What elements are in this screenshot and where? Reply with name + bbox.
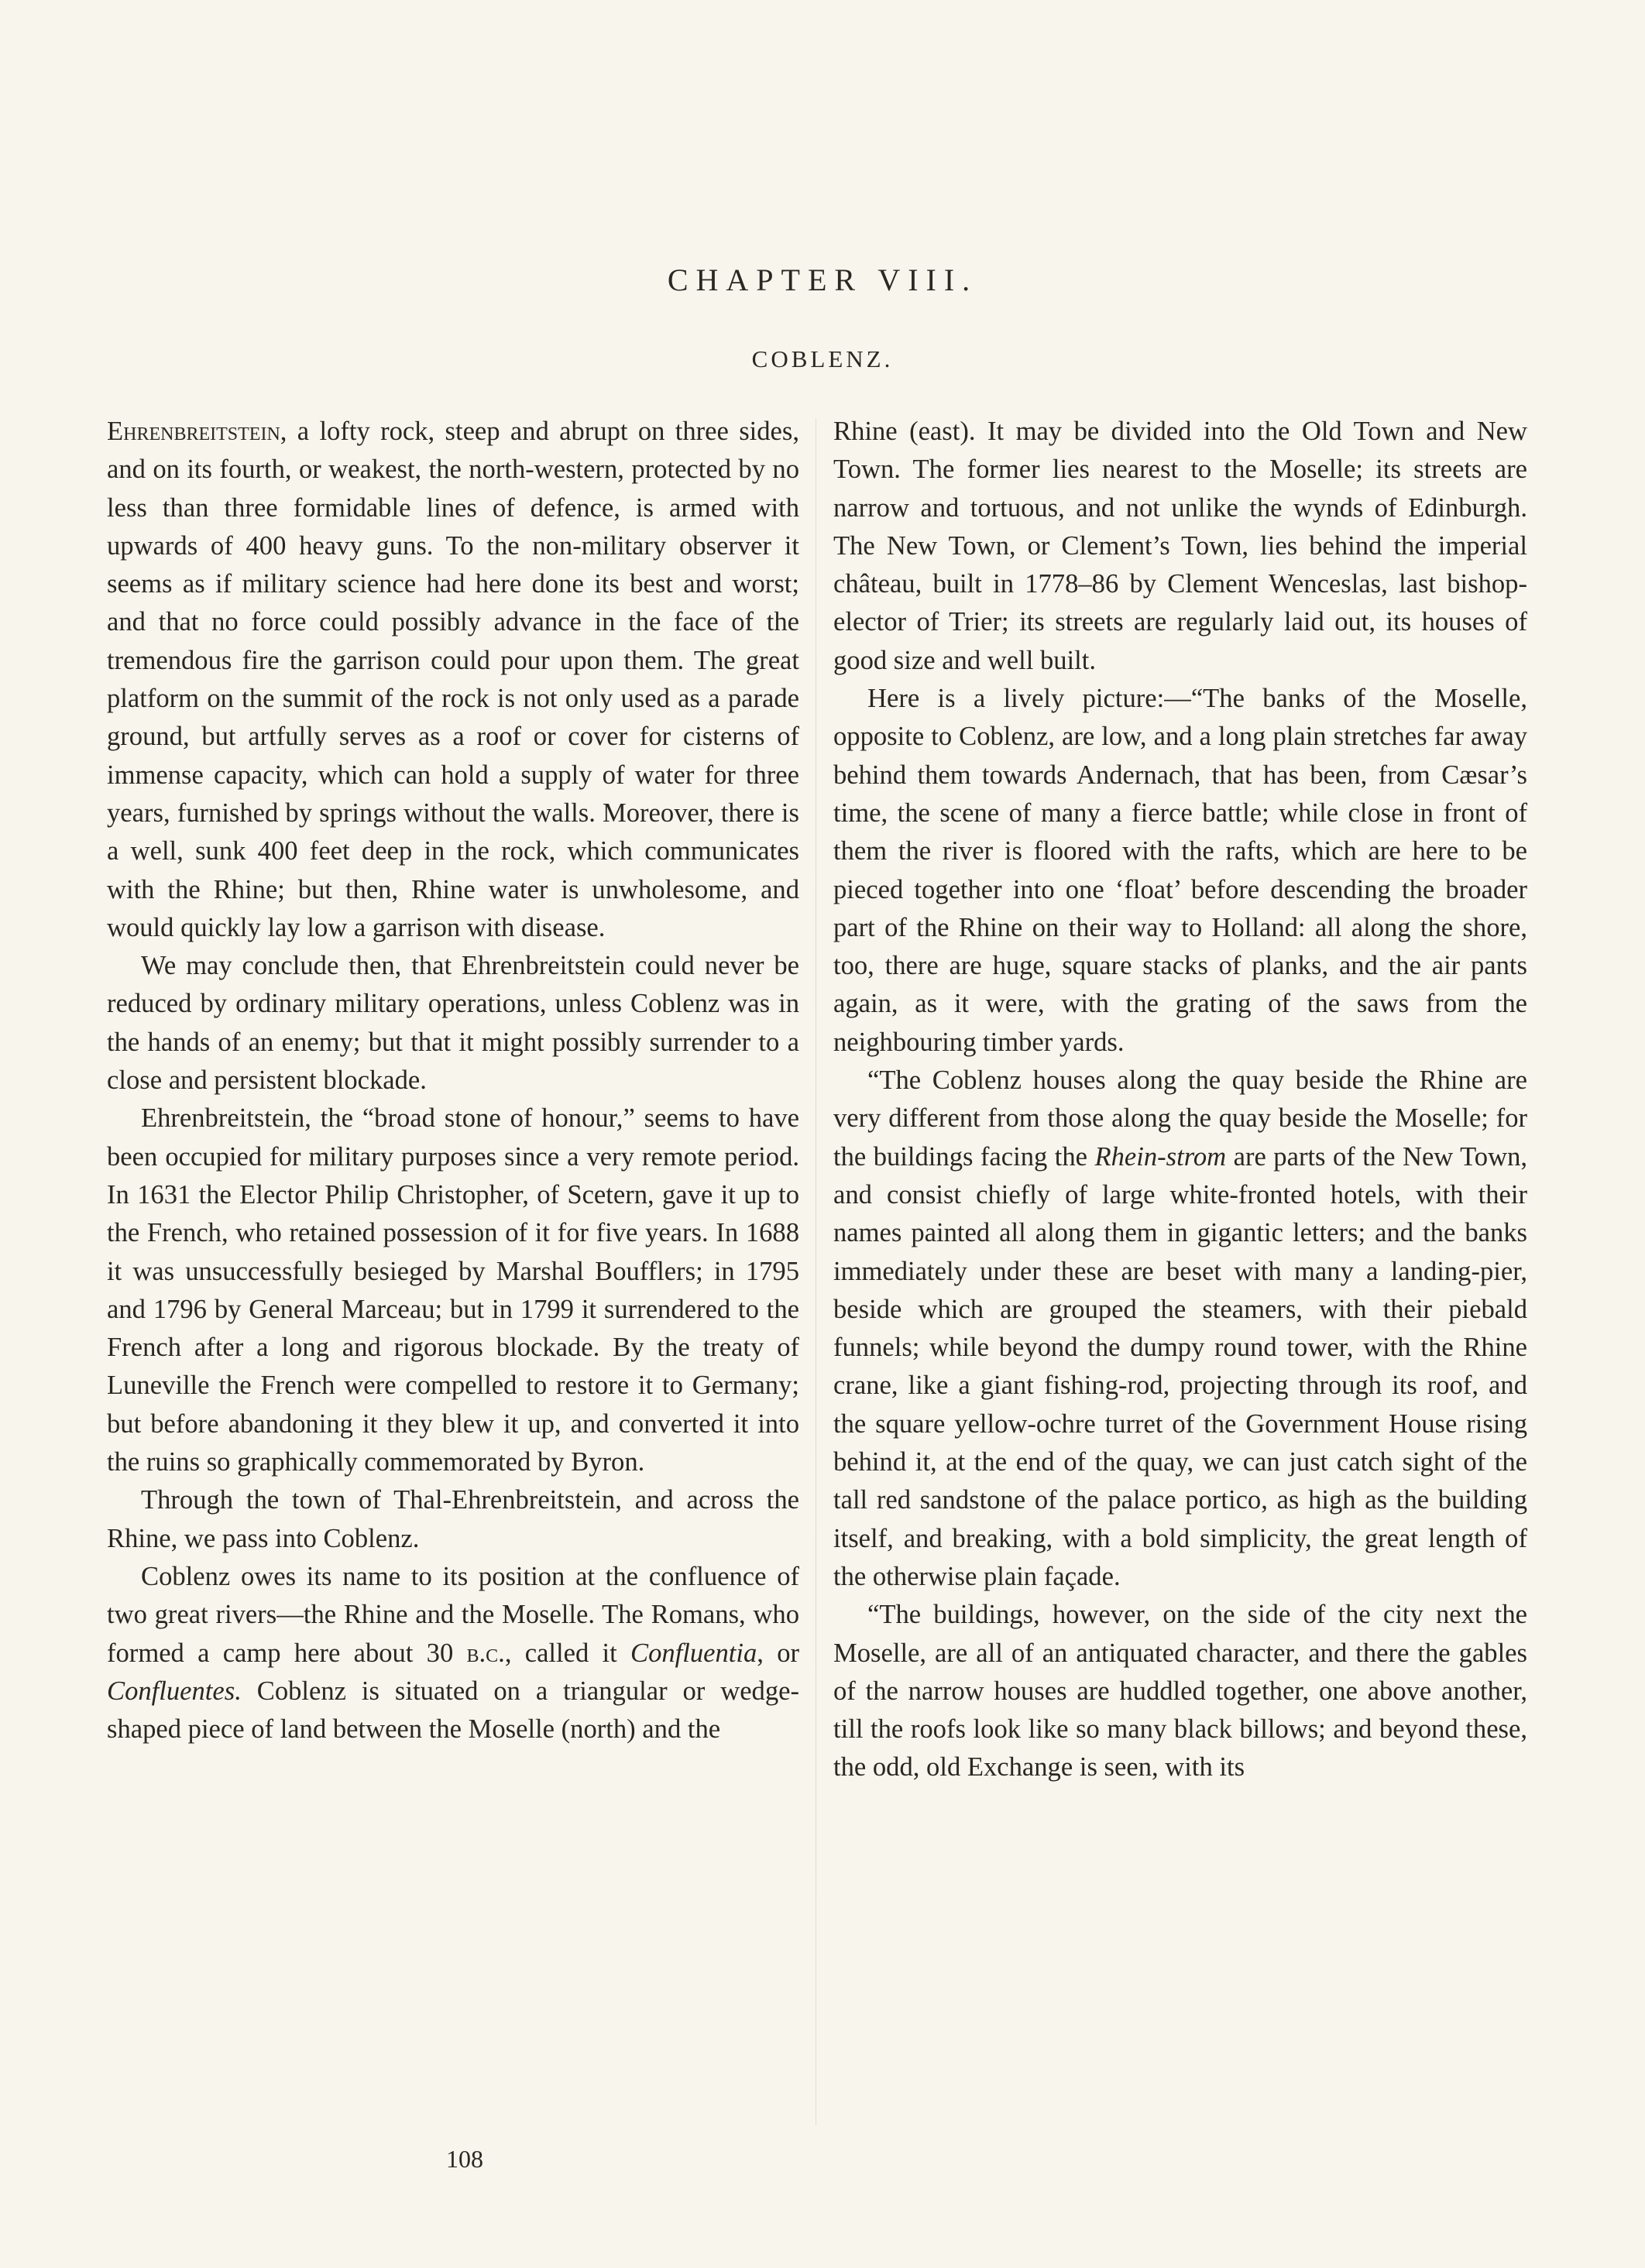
- paragraph: [833, 1062, 1527, 1596]
- italic-term: Confluentes.: [107, 1676, 242, 1706]
- chapter-heading: CHAPTER VIII.: [667, 262, 978, 297]
- paragraph: Here is a lively picture:—“The banks of the Moselle, opposite to Coblenz, are low, and a long plain stretches far away behind them towards Andernach, that has been, from Cæsar’s time, the scene of many a fierce battle; while close in front of them the river is floored with the rafts, which are here to be pieced together into one ‘float’ before descending the broader part of the Rhine on their way to Holland: all along the shore, too, there are huge, square stacks of planks, and the air pants again, as it were, with the grating of the saws from the neighbouring timber yards.: [833, 684, 1527, 1057]
- paragraph-text: “The Coblenz houses along the quay beside the Rhine are very different from those along the quay beside the Moselle; for the buildings facing the: [833, 1065, 1527, 1172]
- paragraph-text: Coblenz owes its name to its position at the confluence of two great rivers—the Rhine and the Moselle. The Romans, who formed a camp here about 30: [107, 1561, 799, 1668]
- paragraph-text: , a lofty rock, steep and abrupt on three sides, and on its fourth, or weakest, the north-western, protected by no less than three formidable lines of defence, is armed with upwards of 400 heavy guns. To the non-military observer it seems as if military science had here done its best and worst; and that no force could possibly advance in the face of the tremendous fire the garrison could pour upon them. The great platform on the summit of the rock is not only used as a parade ground, but artfully serves as a roof or cover for cisterns of immense capacity, which can hold a supply of water for three years, furnished by springs without the walls. Moreover, there is a well, sunk 400 feet deep in the rock, which communicates with the Rhine; but then, Rhine water is unwholesome, and would quickly lay low a garrison with disease.: [107, 417, 799, 942]
- paragraph-text: , or: [757, 1638, 799, 1668]
- paragraph: [107, 413, 799, 947]
- abbreviation: b.c.: [466, 1638, 505, 1668]
- italic-term: Confluentia: [630, 1638, 757, 1668]
- lead-word: Ehrenbreitstein: [107, 417, 280, 446]
- page-number: 108: [446, 2145, 483, 2173]
- paragraph: “The buildings, however, on the side of the city next the Moselle, are all of an antiquated character, and there the gables of the narrow houses are huddled together, one above another, till the roofs look like so many black billows; and beyond these, the odd, old Exchange is seen, with its: [833, 1600, 1527, 1782]
- paragraph: [107, 1558, 799, 1748]
- italic-term: Rhein-strom: [1094, 1141, 1227, 1172]
- paragraph: Through the town of Thal-Ehrenbreitstein, and across the Rhine, we pass into Coblenz.: [107, 1485, 799, 1553]
- paragraph-text: are parts of the New Town, and consist chiefly of large white-fronted hotels, with their names painted all along them in gigantic letters; and the banks immediately under these are beset with many a landing-pier, beside which are grouped the steamers, with their piebald funnels; while beyond the dumpy round tower, with the Rhine crane, like a giant fishing-rod, projecting through its roof, and the square yellow-ochre turret of the Government House rising behind it, at the end of the quay, we can just catch sight of the tall red sandstone of the palace portico, as high as the building itself, and breaking, with a bold simplicity, the great length of the otherwise plain façade.: [833, 1141, 1527, 1591]
- section-heading: COBLENZ.: [751, 345, 894, 372]
- paragraph: Ehrenbreitstein, the “broad stone of honour,” seems to have been occupied for military purposes since a very remote period. In 1631 the Elector Philip Christopher, of Scetern, gave it up to the French, who retained possession of it for five years. In 1688 it was unsuccessfully besieged by Marshal Boufflers; in 1795 and 1796 by General Marceau; but in 1799 it surrendered to the French after a long and rigorous blockade. By the treaty of Luneville the French were compelled to restore it to Germany; but before abandoning it they blew it up, and converted it into the ruins so graphically commemorated by Byron.: [107, 1103, 799, 1477]
- left-column: [107, 413, 799, 2147]
- paragraph: We may conclude then, that Ehrenbreitstein could never be reduced by ordinary military operations, unless Coblenz was in the hands of an enemy; but that it might possibly surrender to a close and persistent blockade.: [107, 951, 799, 1096]
- paragraph-text: , called it: [504, 1638, 630, 1668]
- paragraph: Rhine (east). It may be divided into the Old Town and New Town. The former lies nearest to the Moselle; its streets are narrow and tortuous, and not unlike the wynds of Edinburgh. The New Town, or Clement’s Town, lies behind the imperial château, built in 1778–86 by Clement Wenceslas, last bishop-elector of Trier; its streets are regularly laid out, its houses of good size and well built.: [833, 417, 1527, 675]
- paragraph-text: Coblenz is situated on a triangular or wedge-shaped piece of land between the Moselle (north) and the: [107, 1676, 799, 1745]
- right-column: [833, 413, 1527, 2147]
